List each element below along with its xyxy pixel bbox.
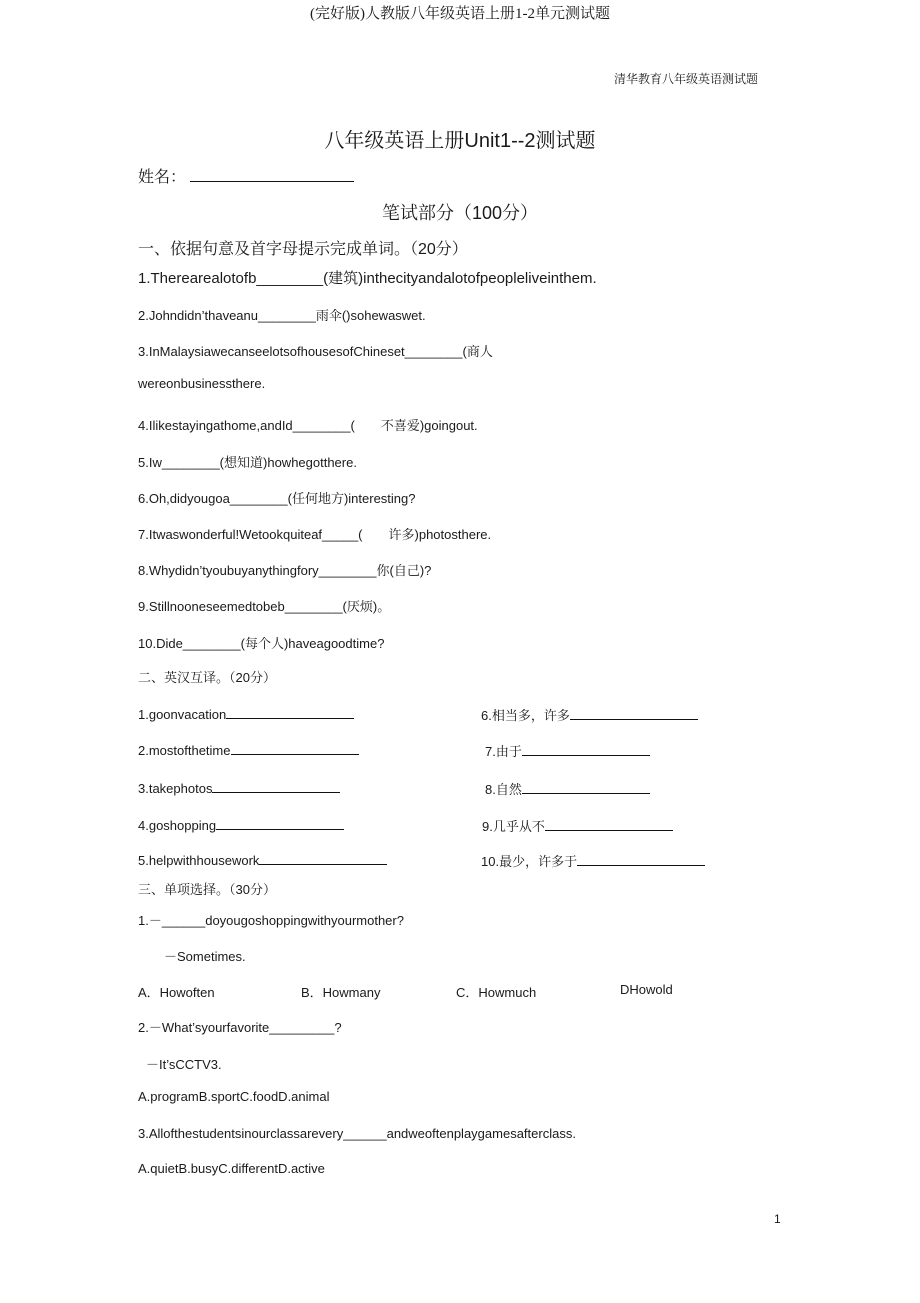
section3-question-3-options: A.quietB.busyC.differentD.active bbox=[138, 1161, 325, 1176]
translation-item-left bbox=[138, 705, 354, 722]
translation-item-left-text: 4.goshopping bbox=[138, 818, 217, 833]
section3-question-2: 2.－What’syourfavorite_________? bbox=[138, 1020, 342, 1035]
translation-item-right bbox=[481, 851, 705, 870]
section1-question-8: 8.Whydidn’tyoubuyanythingfory________你(自己)? bbox=[138, 563, 432, 578]
option-b: B．Howmany bbox=[301, 985, 381, 1000]
name-blank bbox=[190, 181, 354, 182]
option-a: A．Howoften bbox=[138, 985, 215, 1000]
translation-item-right bbox=[485, 779, 650, 798]
section1-question-1: 1.Therearealotofb________(建筑)inthecityandalotofpeopleliveinthem. bbox=[138, 270, 597, 287]
answer-blank bbox=[522, 742, 650, 756]
section3-question-2-options: A.programB.sportC.foodD.animal bbox=[138, 1089, 330, 1104]
section1-heading: 一、依据句意及首字母提示完成单词。（20分） bbox=[138, 241, 468, 258]
written-part-heading: 笔试部分（100分） bbox=[381, 203, 539, 223]
section3-question-2-reply: －It’sCCTV3. bbox=[146, 1057, 222, 1072]
section1-question-2: 2.Johndidn’thaveanu________雨伞()sohewaswet. bbox=[138, 308, 426, 323]
section3-heading: 三、单项选择。（30分） bbox=[138, 882, 276, 897]
answer-blank bbox=[231, 741, 359, 755]
page-number: 1 bbox=[774, 1212, 781, 1226]
answer-blank bbox=[226, 705, 354, 719]
translation-item-left-text: 2.mostofthetime bbox=[138, 743, 231, 758]
translation-item-right-text: 7.由于 bbox=[485, 744, 522, 759]
translation-item-right bbox=[485, 741, 650, 760]
answer-blank bbox=[570, 706, 698, 720]
translation-item-left-text: 5.helpwithhousework bbox=[138, 853, 260, 868]
answer-blank bbox=[545, 817, 673, 831]
section2-heading: 二、英汉互译。（20分） bbox=[138, 670, 276, 685]
translation-item-left bbox=[138, 779, 340, 796]
translation-item-right bbox=[482, 816, 673, 835]
option-d: DHowold bbox=[620, 982, 673, 997]
answer-blank bbox=[577, 852, 705, 866]
translation-item-right bbox=[481, 705, 698, 724]
option-c: C．Howmuch bbox=[456, 985, 537, 1000]
section1-question-3: 3.InMalaysiawecanseelotsofhousesofChineset________(商人 bbox=[138, 344, 493, 359]
page-header: 清华教育八年级英语测试题 bbox=[614, 72, 759, 86]
section1-question-10: 10.Dide________(每个人)haveagoodtime? bbox=[138, 636, 385, 651]
translation-item-left-text: 1.goonvacation bbox=[138, 707, 227, 722]
translation-item-right-text: 8.自然 bbox=[485, 782, 522, 797]
section3-question-1-reply: －Sometimes. bbox=[164, 949, 246, 964]
document-top-title: (完好版)人教版八年级英语上册1-2单元测试题 bbox=[310, 6, 610, 22]
translation-item-right-text: 9.几乎从不 bbox=[482, 819, 545, 834]
answer-blank bbox=[216, 816, 344, 830]
section1-question-5: 5.Iw________(想知道)howhegotthere. bbox=[138, 455, 357, 470]
translation-item-right-text: 10.最少，许多于 bbox=[481, 854, 578, 869]
section3-question-1: 1.－______doyougoshoppingwithyourmother? bbox=[138, 913, 404, 928]
section1-question-3-continued: wereonbusinessthere. bbox=[138, 376, 266, 391]
translation-item-left bbox=[138, 741, 359, 758]
section1-question-9: 9.Stillnooneseemedtobeb________(厌烦)。 bbox=[138, 599, 391, 614]
section3-question-3: 3.Allofthestudentsinourclassarevery______andweoftenplaygamesafterclass. bbox=[138, 1126, 576, 1141]
section1-question-4: 4.Ilikestayingathome,andId________( 不喜爱)goingout. bbox=[138, 418, 478, 433]
translation-item-left bbox=[138, 851, 387, 868]
translation-item-left-text: 3.takephotos bbox=[138, 781, 213, 796]
section1-question-6: 6.Oh,didyougoa________(任何地方)interesting? bbox=[138, 491, 416, 506]
answer-blank bbox=[522, 780, 650, 794]
name-label: 姓名： bbox=[138, 169, 187, 186]
exam-title: 八年级英语上册Unit1--2测试题 bbox=[324, 130, 596, 152]
section1-question-7: 7.Itwaswonderful!Wetookquiteaf_____( 许多)photosthere. bbox=[138, 527, 492, 542]
translation-item-right-text: 6.相当多，许多 bbox=[481, 708, 570, 723]
answer-blank bbox=[259, 851, 387, 865]
translation-item-left bbox=[138, 816, 344, 833]
answer-blank bbox=[212, 779, 340, 793]
